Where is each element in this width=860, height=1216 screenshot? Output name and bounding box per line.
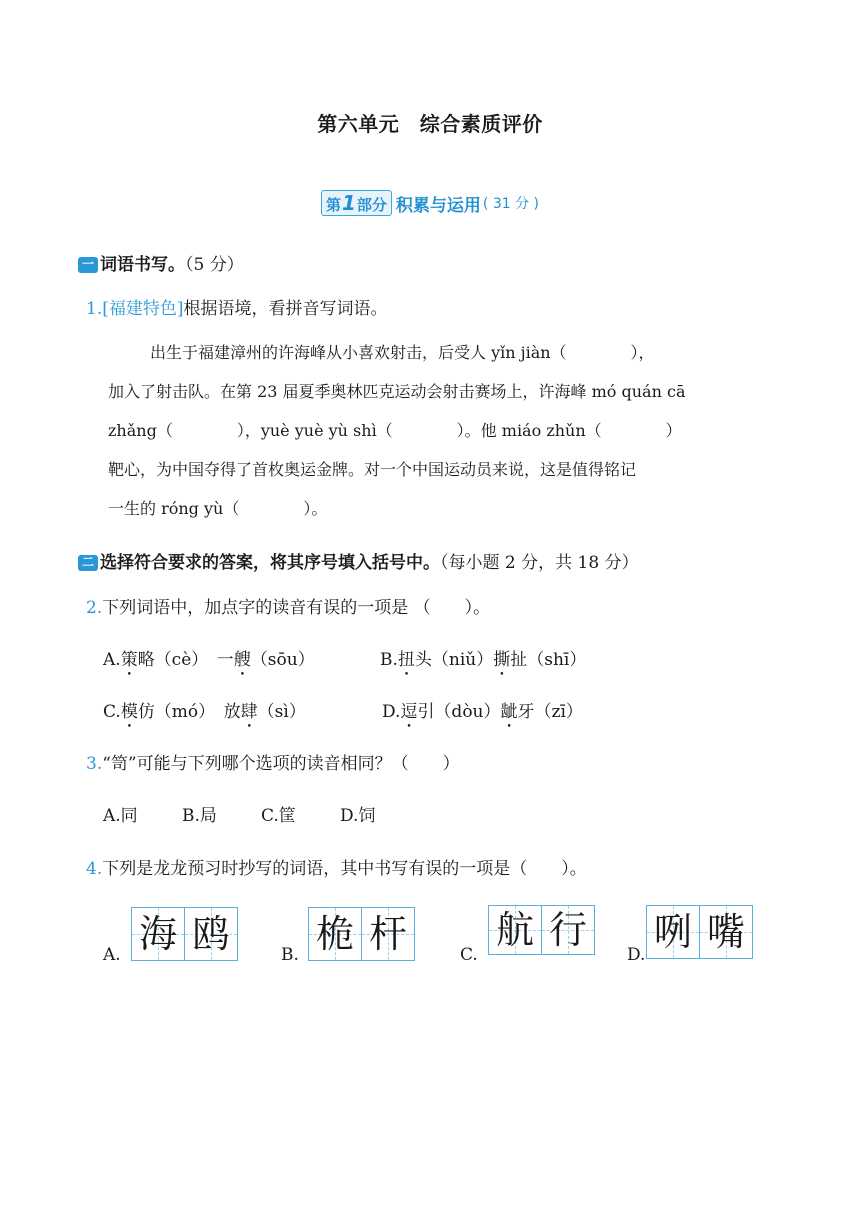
grid-char: 杆 — [368, 912, 407, 956]
section-number-icon: 一 — [78, 257, 98, 273]
question-4 — [86, 854, 587, 879]
part-banner — [0, 190, 860, 216]
question-2-option-c — [103, 697, 306, 732]
question-3-option-a: A.同 — [103, 806, 138, 826]
part-badge — [321, 190, 392, 216]
question-3-number: 3. — [86, 754, 103, 774]
dotted-char: 龇 — [500, 702, 518, 722]
dotted-char: 策 — [120, 650, 138, 670]
option-word-2: （sì） — [257, 702, 306, 722]
question-1-number: 1. — [86, 299, 103, 319]
char-cell — [541, 906, 594, 954]
section-number-icon: 二 — [78, 555, 98, 571]
question-1-tag: [福建特色] — [102, 299, 184, 319]
grid-char: 鸥 — [191, 912, 230, 956]
question-2-prompt: 下列词语中，加点字的读音有误的一项是 （ ）。 — [102, 598, 491, 618]
question-4-option-b-letter: B. — [281, 945, 299, 965]
part-title: 积累与运用 — [395, 195, 481, 216]
part-score: ( 31 分 ) — [482, 196, 540, 212]
question-2-option-a — [103, 645, 315, 680]
dotted-char: 逗 — [400, 702, 418, 722]
question-3-option-b: B.局 — [182, 806, 217, 826]
option-letter: A. — [103, 650, 121, 670]
dotted-char: 肆 — [240, 702, 258, 722]
part-badge-pre: 第 — [325, 196, 341, 214]
passage-line-4: 靶心，为中国夺得了首枚奥运金牌。对一个中国运动员来说，这是值得铭记 — [108, 460, 637, 479]
option-word-1: 头（niǔ） — [414, 650, 494, 670]
grid-char: 航 — [495, 908, 534, 952]
question-4-option-d-letter: D. — [627, 945, 646, 965]
question-4-option-c-grid — [488, 905, 595, 955]
char-cell — [647, 906, 699, 958]
passage-line-1: 出生于福建漳州的许海峰从小喜欢射击，后受人 yǐn jiàn（ ）， — [150, 343, 655, 362]
option-letter: D. — [382, 702, 401, 722]
question-2-option-b — [380, 645, 586, 680]
question-3-prompt: “笥”可能与下列哪个选项的读音相同？（ ） — [102, 754, 460, 774]
char-cell — [184, 908, 237, 960]
char-cell — [132, 908, 184, 960]
option-word-2: 牙（zī） — [517, 702, 583, 722]
dotted-char: 扭 — [397, 650, 415, 670]
question-4-number: 4. — [86, 859, 103, 879]
option-word-1: 仿（mó） — [137, 702, 207, 722]
grid-char: 咧 — [653, 910, 692, 954]
char-cell — [489, 906, 541, 954]
section-2-label: 选择符合要求的答案，将其序号填入括号中。 — [100, 553, 440, 573]
char-cell — [361, 908, 414, 960]
question-4-option-a-grid — [131, 907, 238, 961]
question-4-option-a-letter: A. — [103, 945, 121, 965]
grid-char: 行 — [548, 908, 587, 952]
section-1-heading — [78, 250, 244, 275]
option-word-2-pre: 放 — [223, 702, 241, 722]
question-4-option-d-grid — [646, 905, 753, 959]
section-2-points: （每小题 2 分，共 18 分） — [440, 553, 639, 573]
section-1-label: 词语书写。 — [100, 255, 185, 275]
grid-char: 嘴 — [706, 910, 745, 954]
option-word-1: 引（dòu） — [417, 702, 501, 722]
option-letter: B. — [380, 650, 398, 670]
char-cell — [309, 908, 361, 960]
section-1-points: （5 分） — [185, 255, 244, 275]
page-title: 第六单元 综合素质评价 — [317, 112, 543, 136]
question-4-option-c-letter: C. — [460, 945, 478, 965]
part-badge-post: 部分 — [356, 196, 387, 214]
question-2-option-d — [382, 697, 583, 732]
question-2-number: 2. — [86, 598, 103, 618]
grid-char: 桅 — [315, 912, 354, 956]
option-letter: C. — [103, 702, 121, 722]
question-2 — [86, 593, 490, 618]
dotted-char: 撕 — [493, 650, 511, 670]
option-word-2: （sōu） — [250, 650, 315, 670]
part-badge-number: 1 — [341, 191, 356, 215]
dotted-char: 模 — [120, 702, 138, 722]
passage-line-2: 加入了射击队。在第 23 届夏季奥林匹克运动会射击赛场上，许海峰 mó quán cā — [108, 382, 686, 401]
question-1 — [86, 294, 388, 319]
question-3 — [86, 749, 460, 774]
grid-char: 海 — [138, 912, 177, 956]
question-1-prompt: 根据语境，看拼音写词语。 — [183, 299, 388, 319]
option-word-2: 扯（shī） — [510, 650, 587, 670]
question-4-prompt: 下列是龙龙预习时抄写的词语，其中书写有误的一项是（ ）。 — [102, 859, 587, 879]
passage-line-3: zhǎng（ ），yuè yuè yù shì（ ）。他 miáo zhǔn（ ） — [108, 421, 682, 440]
char-cell — [699, 906, 752, 958]
option-word-1: 略（cè） — [137, 650, 200, 670]
question-3-option-c: C.筐 — [261, 806, 296, 826]
question-3-option-d: D.饲 — [340, 806, 376, 826]
question-4-option-b-grid — [308, 907, 415, 961]
option-word-2-pre: 一 — [216, 650, 234, 670]
dotted-char: 艘 — [233, 650, 251, 670]
section-2-heading — [78, 548, 639, 573]
passage-line-5: 一生的 róng yù（ ）。 — [108, 499, 328, 518]
